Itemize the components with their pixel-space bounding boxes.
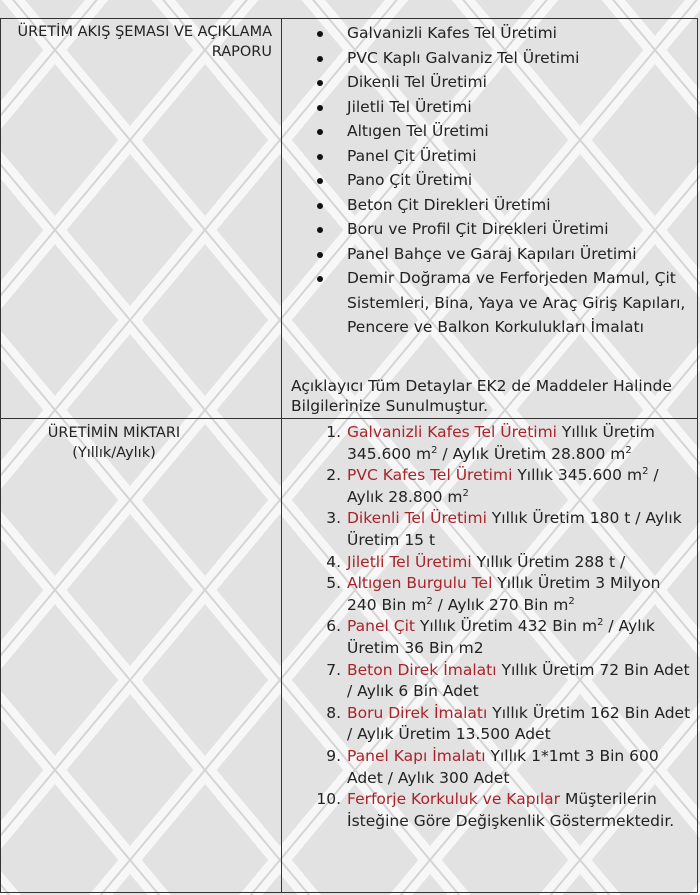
column-divider [281, 19, 282, 892]
superscript: 2 [431, 444, 438, 456]
list-item: Beton Çit Direkleri Üretimi [293, 193, 693, 218]
product-quantity: Yıllık Üretim 72 Bin Adet / Aylık 6 Bin Adet [347, 660, 690, 701]
list-item [301, 465, 691, 508]
superscript: 2 [426, 595, 433, 607]
product-name: Jiletli Tel Üretimi [347, 552, 472, 571]
list-item: Galvanizli Kafes Tel Üretimi [293, 21, 693, 46]
list-item: Jiletli Tel Üretimi [293, 95, 693, 120]
product-quantity: Yıllık Üretim 180 t / Aylık Üretim 15 t [347, 509, 682, 549]
product-quantity: Yıllık Üretim 432 Bin m [414, 617, 598, 636]
product-name: Panel Kapı İmalatı [347, 746, 486, 765]
superscript: 2 [568, 595, 575, 607]
product-quantity: / Aylık 28.800 m [347, 466, 659, 506]
superscript: 2 [462, 487, 469, 499]
production-quantity-list [301, 422, 691, 832]
item-number: 2. [326, 466, 341, 485]
product-quantity: / Aylık 270 Bin m [432, 595, 569, 614]
row-divider [1, 418, 697, 419]
list-item [301, 789, 691, 832]
item-number: 5. [326, 574, 341, 593]
product-quantity: Yıllık Üretim 345.600 m [347, 423, 655, 463]
list-item: Boru ve Profil Çit Direkleri Üretimi [293, 217, 693, 242]
product-quantity: Yıllık 1*1mt 3 Bin 600 Adet / Aylık 300 Adet [347, 746, 659, 787]
product-name: Galvanizli Kafes Tel Üretimi [347, 423, 557, 441]
flow-chart-report-heading: ÜRETİM AKIŞ ŞEMASI VE AÇIKLAMA RAPORU [17, 24, 272, 60]
list-item [301, 703, 691, 746]
item-number: 9. [326, 746, 341, 765]
list-item [301, 746, 691, 789]
list-item: PVC Kaplı Galvaniz Tel Üretimi [293, 46, 693, 71]
item-number: 10. [316, 790, 341, 809]
list-item: Pano Çit Üretimi [293, 168, 693, 193]
product-quantity: / Aylık Üretim 36 Bin m2 [347, 617, 655, 657]
list-item [301, 660, 691, 703]
product-quantity: Yıllık Üretim 288 t / [471, 552, 626, 571]
item-number: 7. [326, 660, 341, 679]
product-name: Ferforje Korkuluk ve Kapılar [347, 790, 561, 809]
list-item: Panel Çit Üretimi [293, 144, 693, 169]
list-item [301, 552, 691, 574]
product-quantity: Müşterilerin İsteğine Göre Değişkenlik Göstermektedir. [347, 790, 675, 830]
item-number: 6. [326, 617, 341, 636]
details-note: Açıklayıcı Tüm Detaylar EK2 de Maddeler Halinde Bilgilerinize Sunulmuştur. [291, 377, 672, 415]
info-table [0, 18, 698, 893]
production-types-list [293, 21, 693, 340]
product-name: Boru Direk İmalatı [347, 703, 488, 722]
product-quantity: / Aylık Üretim 28.800 m [437, 444, 626, 463]
product-name: Dikenli Tel Üretimi [347, 509, 487, 528]
superscript: 2 [597, 617, 604, 629]
list-item: Altıgen Tel Üretimi [293, 119, 693, 144]
product-name: Panel Çit [347, 617, 415, 636]
product-name: PVC Kafes Tel Üretimi [347, 466, 513, 485]
item-number: 4. [326, 552, 341, 571]
product-quantity: Yıllık Üretim 162 Bin Adet / Aylık Üretim 13.500 Adet [347, 703, 691, 744]
list-item [301, 508, 691, 551]
list-item [301, 616, 691, 659]
product-quantity: Yıllık Üretim 3 Milyon 240 Bin m [347, 574, 661, 614]
production-quantity-heading: ÜRETİMİN MİKTARI (Yıllık/Aylık) [47, 425, 181, 461]
list-item [301, 573, 691, 616]
list-item [301, 422, 691, 465]
item-number: 8. [326, 703, 341, 722]
list-item: Dikenli Tel Üretimi [293, 70, 693, 95]
item-number: 3. [326, 509, 341, 528]
superscript: 2 [642, 466, 649, 478]
list-item: Panel Bahçe ve Garaj Kapıları Üretimi [293, 242, 693, 267]
item-number: 1. [326, 423, 341, 441]
product-name: Altıgen Burgulu Tel [347, 574, 493, 593]
list-item: Demir Doğrama ve Ferforjeden Mamul, Çit Sistemleri, Bina, Yaya ve Araç Giriş Kapıları, Pencere ve Balkon Korkulukları İmalatı [293, 266, 693, 340]
product-name: Beton Direk İmalatı [347, 660, 497, 679]
product-quantity: Yıllık 345.600 m [512, 466, 643, 485]
superscript: 2 [625, 444, 632, 456]
